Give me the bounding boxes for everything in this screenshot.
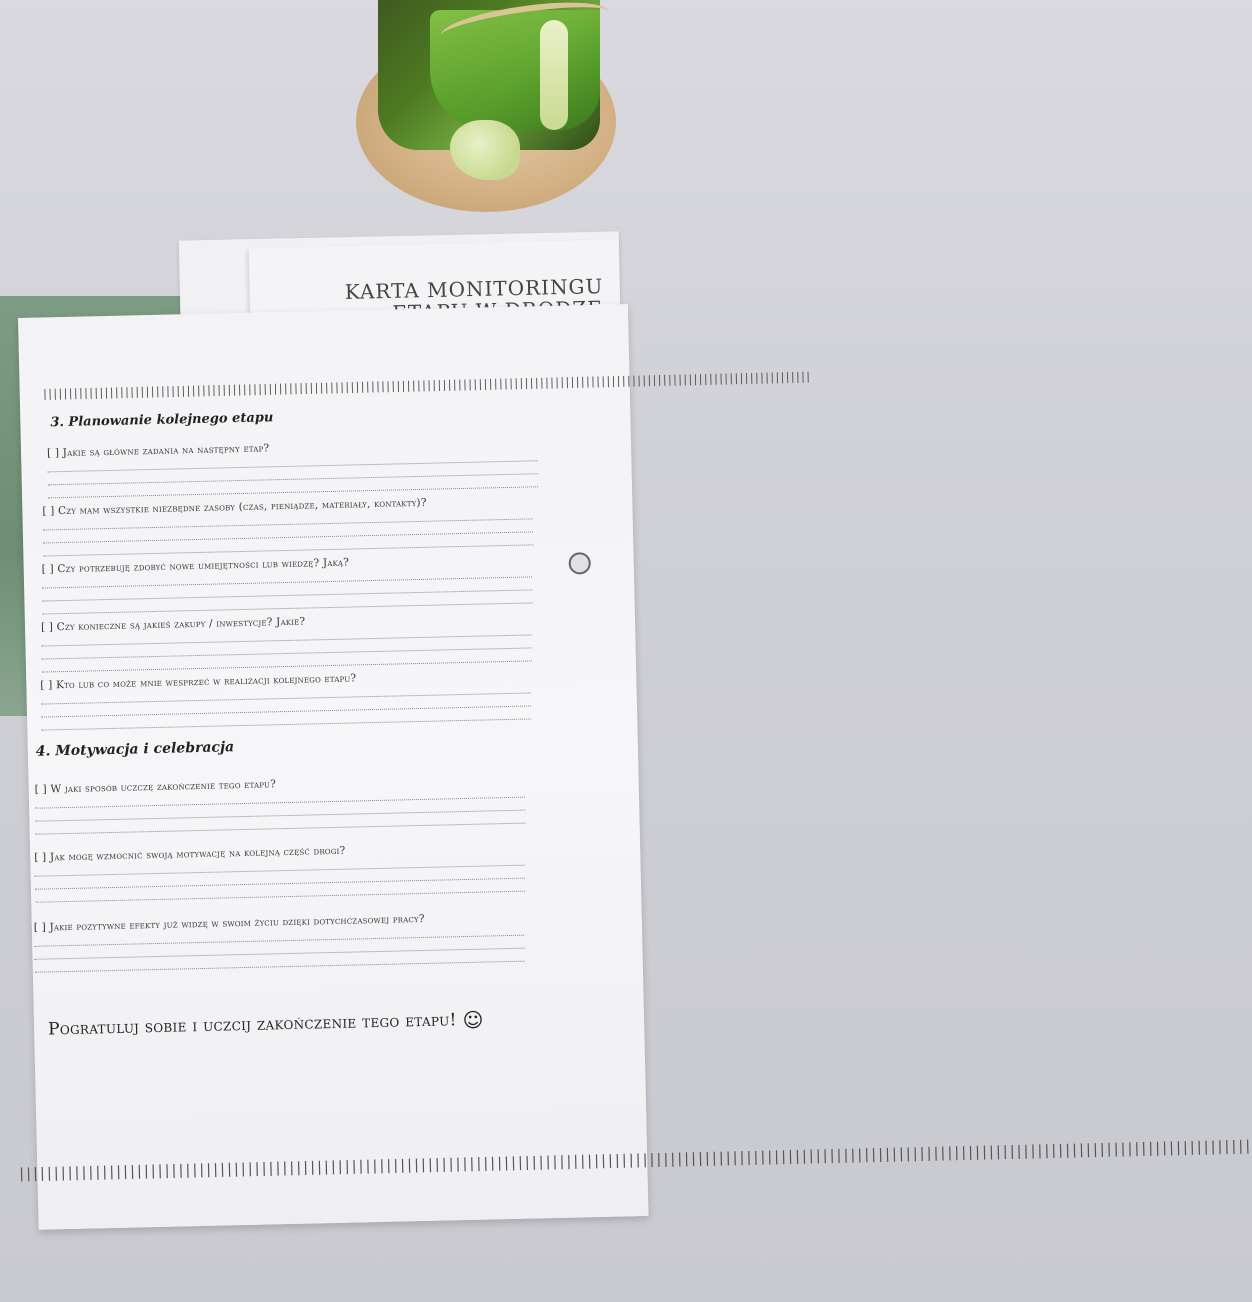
question-text: [ ] Jak mogę wzmocnić swoją motywację na kolejną część drogi? [34,844,346,864]
question-text: [ ] Jakie pozytywne efekty już widzę w swoim życiu dzięki dotychczasowej pracy? [33,912,425,934]
question-block [47,436,548,498]
decorative-border-bottom: |||||||||||||||||||||||||||||||||||||||||||||||||||||||||||||||||||||||||||||||||||||||||||||||||||||||||||||||||||||||||||||||||||||||||||||||||||||||||||||||||||||||||||||||||| [17,1138,1251,1183]
question-text: [ ] Czy konieczne są jakieś zakupy / inwestycje? Jakie? [40,615,306,634]
succulent-stem [540,20,568,130]
question-block [40,668,541,730]
question-block [35,772,536,834]
punch-hole [568,552,590,574]
question-block [34,840,535,902]
smiley-face-icon: ☺ [462,1007,485,1033]
back-title-line1: KARTA MONITORINGU [344,274,604,304]
section-title-planning: 3. Planowanie kolejnego etapu [50,410,274,431]
question-text: [ ] W jaki sposób uczczę zakończenie tego etapu? [34,778,277,796]
question-block [42,552,543,614]
worksheet [17,304,1251,1230]
section-title-motivation: 4. Motywacja i celebracja [35,739,235,760]
question-text: [ ] Jakie są główne zadania na następny etap? [46,442,270,460]
question-block [42,494,543,556]
closing-text: Pogratuluj sobie i uczcij zakończenie tego etapu! [47,1010,457,1040]
decorative-border-top: |||||||||||||||||||||||||||||||||||||||||||||||||||||||||||||||||||||||||||||||||||||||||||||||||||||||||||||||||||||||||||||||||||||||||||||||||||||| [41,370,811,401]
question-text: [ ] Kto lub co może mnie wesprzeć w realizacji kolejnego etapu? [40,672,357,692]
question-text: [ ] Czy potrzebuję zdobyć nowe umiejętności lub wiedzę? Jaką? [41,556,350,576]
question-block [41,610,542,672]
question-text: [ ] Czy mam wszystkie niezbędne zasoby (czas, pieniądze, materiały, kontakty)? [42,496,427,518]
closing-message [48,1008,484,1042]
question-block [34,910,535,972]
